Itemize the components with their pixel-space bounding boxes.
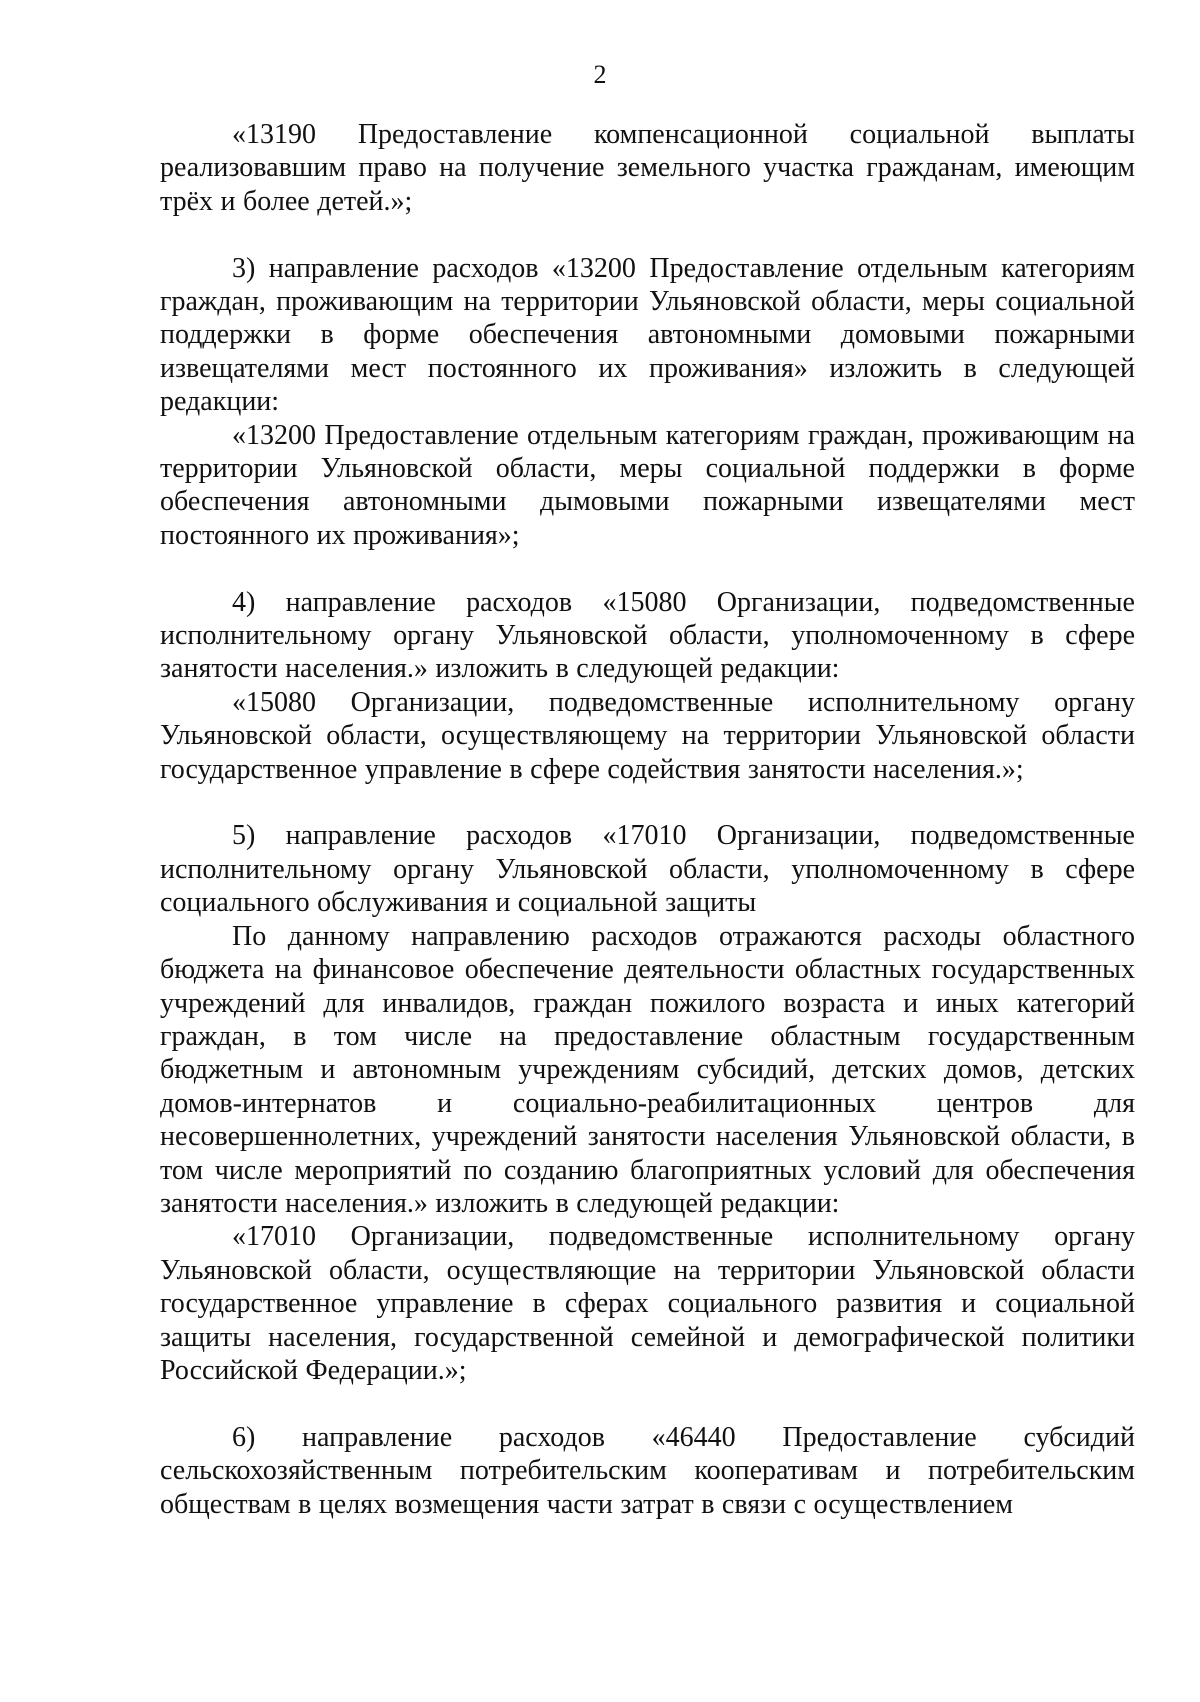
paragraph-17010-description: По данному направлению расходов отражаются расходы областного бюджета на финансовое обеспечение деятельности областных государственных учреждений для инвалидов, граждан пожилого возраста и иных категорий граждан, в том числе на предоставление областным государственным бюджетным и автономным учреждениям субсидий, детских домов, детских домов-интернатов и социально-реабилитационных центров для несовершеннолетних, учреждений занятости населения Ульяновской области, в том числе мероприятий по созданию благоприятных условий для обеспечения занятости населения.» изложить в следующей редакции: [160, 920, 1135, 1219]
paragraph-item-6: 6) направление расходов «46440 Предоставление субсидий сельскохозяйственным потребительским кооперативам и потребительским обществам в целях возмещения части затрат в связи с осуществлением [160, 1421, 1135, 1520]
document-body [160, 118, 1135, 1521]
paragraph-item-3: 3) направление расходов «13200 Предоставление отдельным категориям граждан, проживающим на территории Ульяновской области, меры социальной поддержки в форме обеспечения автономными домовыми пожарными извещателями мест постоянного их проживания» изложить в следующей редакции: [160, 252, 1135, 418]
paragraph-13200-new-text: «13200 Предоставление отдельным категориям граждан, проживающим на территории Ульяновской области, меры социальной поддержки в форме обеспечения автономными дымовыми пожарными извещателями мест постоянного их проживания»; [160, 419, 1135, 551]
page-number: 2 [593, 60, 607, 89]
paragraph-13190-text: «13190 Предоставление компенсационной социальной выплаты реализовавшим право на получение земельного участка гражданам, имеющим трёх и более детей.»; [160, 119, 1135, 217]
paragraph-item-5: 5) направление расходов «17010 Организации, подведомственные исполнительному органу Ульяновской области, уполномоченному в сфере социального обслуживания и социальной защиты [160, 820, 1135, 919]
paragraph-15080-new-text: «15080 Организации, подведомственные исполнительному органу Ульяновской области, осуществляющему на территории Ульяновской области государственное управление в сфере содействия занятости населения.»; [160, 686, 1135, 785]
paragraph-17010-new-text: «17010 Организации, подведомственные исполнительному органу Ульяновской области, осуществляющие на территории Ульяновской области государственное управление в сферах социального развития и социальной защиты населения, государственной семейной и демографической политики Российской Федерации.»; [160, 1221, 1135, 1386]
paragraph-item-4: 4) направление расходов «15080 Организации, подведомственные исполнительному органу Ульяновской области, уполномоченному в сфере занятости населения.» изложить в следующей редакции: [160, 586, 1135, 685]
